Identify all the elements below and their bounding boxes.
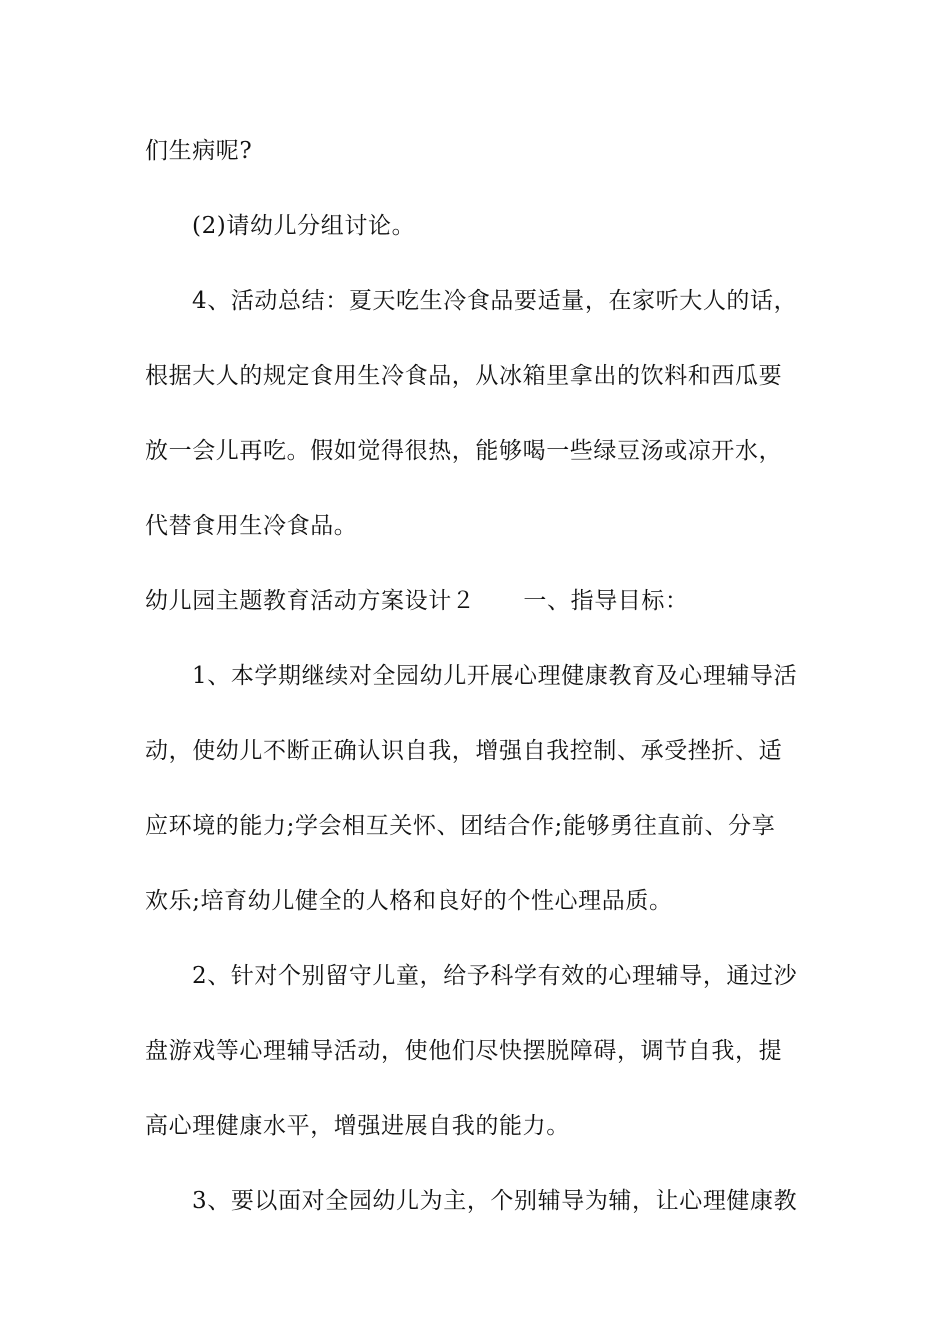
text-line-9: 动，使幼儿不断正确认识自我，增强自我控制、承受挫折、适 bbox=[145, 738, 783, 764]
text-line-10: 应环境的能力;学会相互关怀、团结合作;能够勇往直前、分享 bbox=[145, 813, 776, 839]
subsection-title: 一、指导目标： bbox=[523, 588, 689, 614]
text-line-1: 们生病呢? bbox=[145, 138, 253, 164]
text-line-15: 3、要以面对全园幼儿为主，个别辅导为辅，让心理健康教 bbox=[192, 1188, 798, 1214]
section-title: 幼儿园主题教育活动方案设计２ bbox=[145, 588, 476, 614]
text-line-13: 盘游戏等心理辅导活动，使他们尽快摆脱障碍，调节自我，提 bbox=[145, 1038, 783, 1064]
text-line-4: 根据大人的规定食用生冷食品，从冰箱里拿出的饮料和西瓜要 bbox=[145, 363, 783, 389]
text-line-8: 1、本学期继续对全园幼儿开展心理健康教育及心理辅导活 bbox=[192, 663, 798, 689]
text-line-5: 放一会儿再吃。假如觉得很热，能够喝一些绿豆汤或凉开水， bbox=[145, 438, 783, 464]
section-heading-line bbox=[145, 586, 825, 616]
text-line-14: 高心理健康水平，增强进展自我的能力。 bbox=[145, 1113, 570, 1139]
text-line-3: 4、活动总结：夏天吃生冷食品要适量，在家听大人的话， bbox=[192, 288, 798, 314]
text-line-6: 代替食用生冷食品。 bbox=[145, 513, 358, 539]
text-line-2: (2)请幼儿分组讨论。 bbox=[192, 213, 416, 239]
text-line-11: 欢乐;培育幼儿健全的人格和良好的个性心理品质。 bbox=[145, 888, 673, 914]
text-line-12: 2、针对个别留守儿童，给予科学有效的心理辅导，通过沙 bbox=[192, 963, 798, 989]
